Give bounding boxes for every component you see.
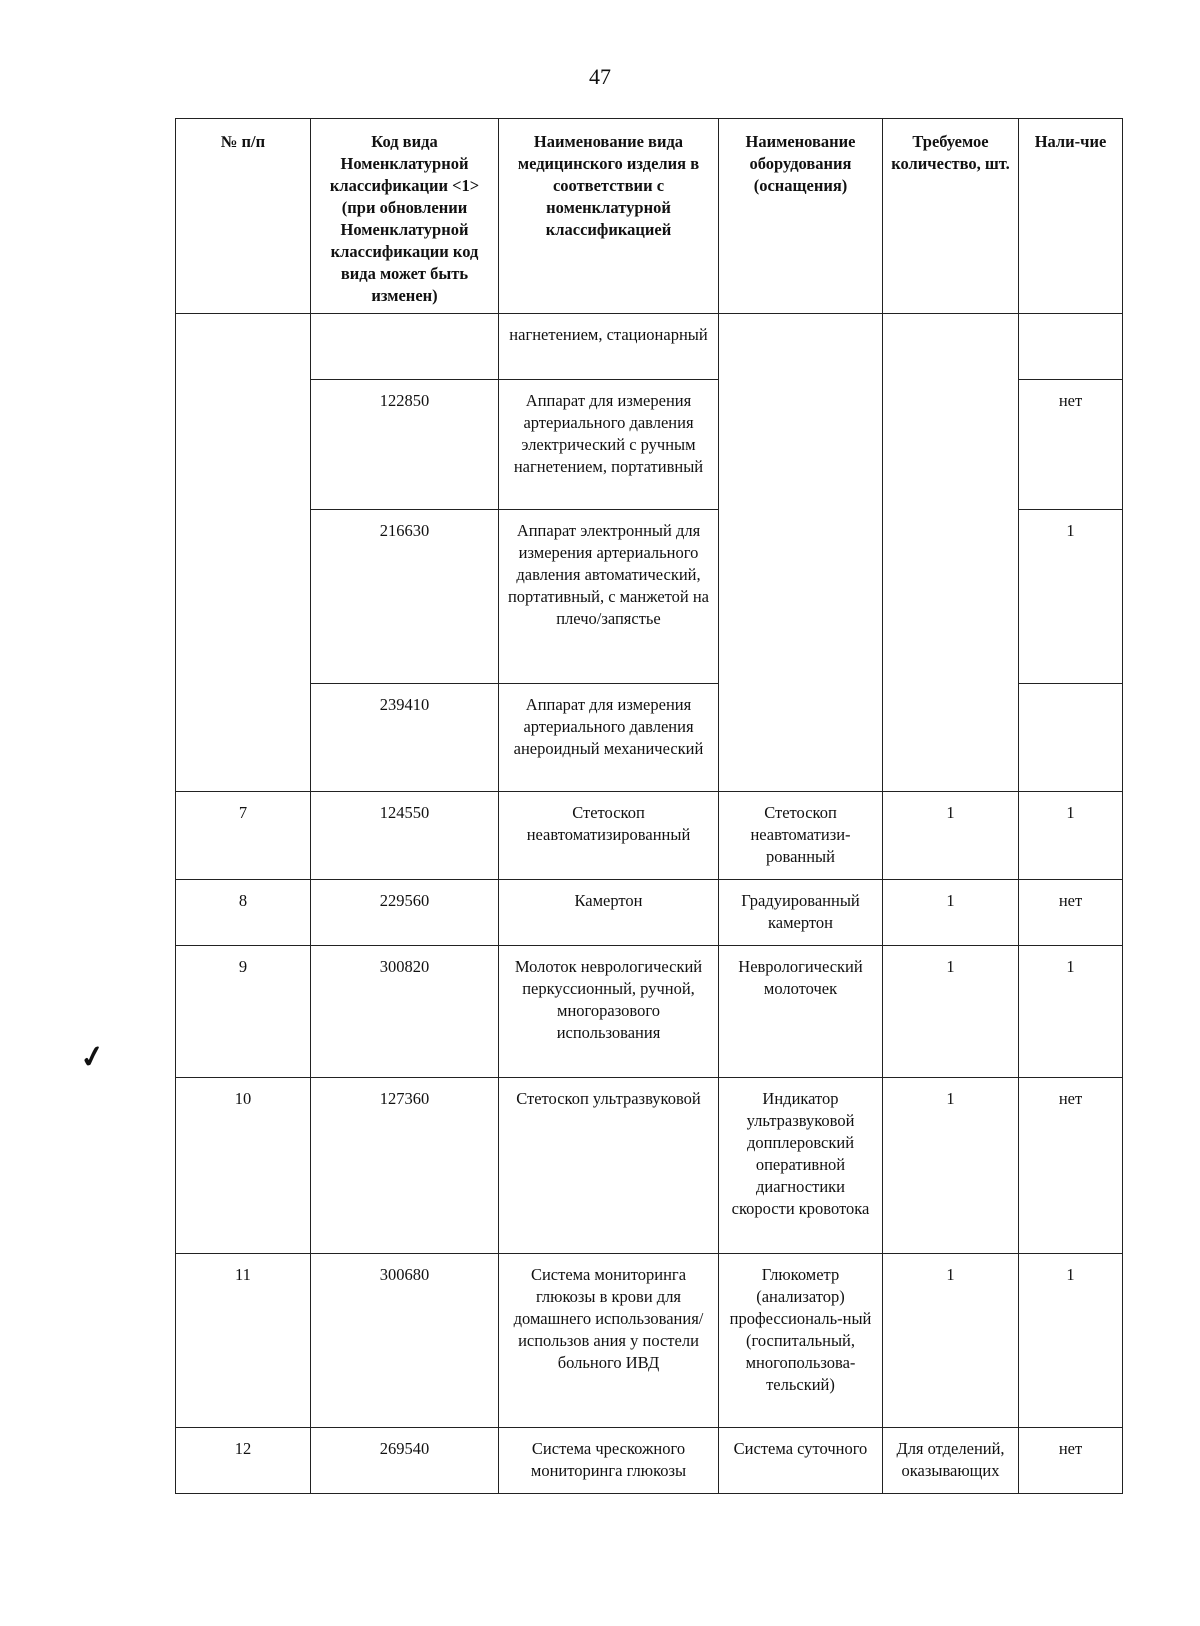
cell-num: 8 (176, 880, 311, 946)
cell-code: 124550 (311, 792, 499, 880)
cell-name: Аппарат электронный для измерения артериального давления автоматический, портативный, с манжетой на плечо/запястье (499, 510, 719, 684)
cell-num: 10 (176, 1078, 311, 1254)
cell-code: 127360 (311, 1078, 499, 1254)
cell-code: 300820 (311, 946, 499, 1078)
cell-name: Стетоскоп неавтоматизированный (499, 792, 719, 880)
cell-name: Система чрескожного мониторинга глюкозы (499, 1428, 719, 1494)
cell-quantity: 1 (883, 792, 1019, 880)
margin-checkmark-icon: ✓ (77, 1039, 108, 1076)
table-row (176, 1254, 1123, 1428)
cell-name: Аппарат для измерения артериального давления анероидный механический (499, 684, 719, 792)
cell-equipment: Неврологический молоточек (719, 946, 883, 1078)
cell-num: 9 (176, 946, 311, 1078)
cell-name: Система мониторинга глюкозы в крови для домашнего использования/использов ания у постели больного ИВД (499, 1254, 719, 1428)
cell-quantity (883, 314, 1019, 792)
cell-num: 11 (176, 1254, 311, 1428)
header-availability: Нали-чие (1019, 119, 1123, 314)
cell-name: Стетоскоп ультразвуковой (499, 1078, 719, 1254)
header-num: № п/п (176, 119, 311, 314)
table-row (176, 1078, 1123, 1254)
header-quantity: Требуемое количество, шт. (883, 119, 1019, 314)
cell-quantity: 1 (883, 946, 1019, 1078)
cell-availability: нет (1019, 880, 1123, 946)
cell-name: Молоток неврологический перкуссионный, ручной, многоразового использования (499, 946, 719, 1078)
cell-availability: 1 (1019, 510, 1123, 684)
cell-code (311, 314, 499, 380)
table-row (176, 880, 1123, 946)
cell-num (176, 314, 311, 792)
cell-availability: нет (1019, 380, 1123, 510)
table-row (176, 946, 1123, 1078)
cell-name: нагнетением, стационарный (499, 314, 719, 380)
cell-quantity: 1 (883, 1254, 1019, 1428)
cell-name: Камертон (499, 880, 719, 946)
table-header-row (176, 119, 1123, 314)
cell-availability: нет (1019, 1078, 1123, 1254)
cell-quantity: 1 (883, 880, 1019, 946)
cell-code: 300680 (311, 1254, 499, 1428)
header-name: Наименование вида медицинского изделия в соответствии с номенклатурной классификацией (499, 119, 719, 314)
cell-availability: нет (1019, 1428, 1123, 1494)
header-equipment: Наименование оборудования (оснащения) (719, 119, 883, 314)
cell-equipment: Индикатор ультразвуковой допплеровский оперативной диагностики скорости кровотока (719, 1078, 883, 1254)
cell-availability (1019, 314, 1123, 380)
cell-equipment: Система суточного (719, 1428, 883, 1494)
cell-availability: 1 (1019, 946, 1123, 1078)
equipment-table (175, 118, 1123, 1494)
cell-availability: 1 (1019, 1254, 1123, 1428)
table-row (176, 314, 1123, 380)
cell-name: Аппарат для измерения артериального давления электрический с ручным нагнетением, портативный (499, 380, 719, 510)
cell-availability: 1 (1019, 792, 1123, 880)
cell-code: 216630 (311, 510, 499, 684)
page-number: 47 (589, 64, 611, 89)
cell-availability (1019, 684, 1123, 792)
cell-equipment: Градуированный камертон (719, 880, 883, 946)
cell-equipment: Стетоскоп неавтоматизи-рованный (719, 792, 883, 880)
cell-code: 229560 (311, 880, 499, 946)
table-row (176, 1428, 1123, 1494)
cell-quantity: 1 (883, 1078, 1019, 1254)
cell-equipment: Глюкометр (анализатор) профессиональ-ный (госпитальный, многопользова-тельский) (719, 1254, 883, 1428)
cell-num: 12 (176, 1428, 311, 1494)
cell-code: 269540 (311, 1428, 499, 1494)
cell-num: 7 (176, 792, 311, 880)
cell-code: 122850 (311, 380, 499, 510)
cell-equipment (719, 314, 883, 792)
cell-code: 239410 (311, 684, 499, 792)
cell-quantity: Для отделений, оказывающих (883, 1428, 1019, 1494)
table-row (176, 792, 1123, 880)
header-code: Код вида Номенклатурной классификации <1> (при обновлении Номенклатурной классификации код вида может быть изменен) (311, 119, 499, 314)
